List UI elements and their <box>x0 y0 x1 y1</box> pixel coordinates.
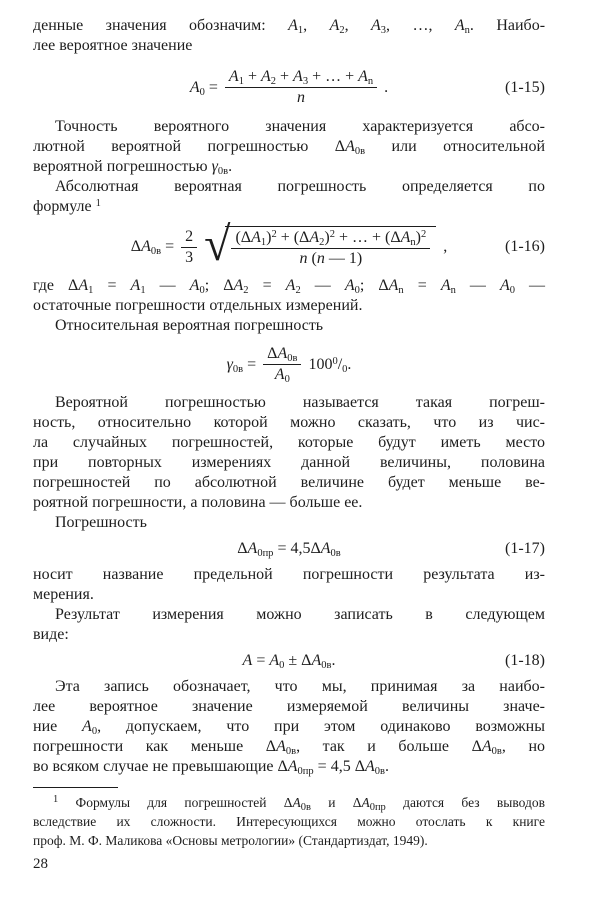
formula-lhs: $\Delta A_{0в}$ = <box>130 238 175 257</box>
fraction-numerator: 2 <box>181 228 197 248</box>
fraction <box>225 68 377 107</box>
page-number: 28 <box>33 856 48 872</box>
fraction-numerator: $\Delta A_{0в}$ <box>263 345 301 365</box>
paragraph <box>33 605 545 645</box>
text-line: формуле $^1$ <box>33 198 101 215</box>
text-line: денные значения обозначим: $A_1$, $A_2$, $A_3$, …, $A_n$. Наибо- <box>33 17 546 36</box>
text-line: виде: <box>33 626 69 643</box>
text-line: лее вероятное значение <box>33 37 193 54</box>
text-line: лее вероятное значение измеряемой величины значе- <box>33 698 545 715</box>
text-line: мерения. <box>33 586 94 603</box>
equation-number: (1-15) <box>505 78 545 96</box>
text-line: Точность вероятного значения характеризуется абсо- <box>55 118 545 135</box>
equation-number: (1-18) <box>505 652 545 669</box>
radicand <box>225 226 436 268</box>
formula-tail: , <box>443 238 448 255</box>
text-line: погрешностей по абсолютной величине будет меньше ве- <box>33 474 545 491</box>
text-line: роятной погрешности, а половина — больше ее. <box>33 494 363 511</box>
fraction-numerator: $(\Delta A_1)^2 + (\Delta A_2)^2$ + … + $(\Delta A_n)^2$ <box>231 229 430 249</box>
formula-gamma <box>33 345 545 384</box>
footnote-line: проф. М. Ф. Маликова «Основы метрологии» (Стандартиздат, 1949). <box>33 833 428 848</box>
formula-body: $A = A_0 \pm \Delta A_{0в}$. <box>242 652 336 671</box>
text-line: Относительная вероятная погрешность <box>55 317 324 334</box>
formula-body: $\Delta A_{0пр} = 4,5\Delta A_{0в}$ <box>237 540 341 559</box>
text-line: ность, относительно которой можно сказать, что из чис- <box>33 414 545 431</box>
paragraph <box>33 316 545 336</box>
text-line: вероятной погрешностью $\gamma_{0в}$. <box>33 158 233 177</box>
paragraph <box>33 276 545 316</box>
radical-icon: √ <box>204 218 231 271</box>
equation-number: (1-17) <box>505 540 545 557</box>
formula-1-15 <box>33 68 545 107</box>
formula-1-17 <box>33 540 545 558</box>
paragraph <box>33 677 545 777</box>
text-line: Абсолютная вероятная погрешность определяется по <box>55 178 545 195</box>
paragraph <box>33 16 545 56</box>
text-line: при повторных измерениях данной величины, половина <box>33 454 545 471</box>
fraction-denominator: n <box>297 89 306 106</box>
formula-1-16 <box>33 218 545 271</box>
formula-lhs: $\gamma_{0в}$ = <box>226 355 257 375</box>
footnote-separator <box>33 787 118 788</box>
coefficient-fraction <box>181 228 197 267</box>
text-line: ла случайных погрешностей, которые будут иметь место <box>33 434 545 451</box>
fraction-numerator: $A_1 + A_2 + A_3$ + … + $A_n$ <box>225 68 377 88</box>
paragraph <box>33 177 545 217</box>
text-line: Результат измерения можно записать в следующем <box>55 606 545 623</box>
fraction-denominator: n (n — 1) <box>299 250 363 267</box>
text-line: Эта запись обозначает, что мы, принимая за наибо- <box>55 678 545 695</box>
text-line: остаточные погрешности отдельных измерений. <box>33 297 363 314</box>
equation-number: (1-16) <box>505 238 545 255</box>
footnote <box>33 793 545 850</box>
footnote-line: вследствие их сложности. Интересующихся можно отослать к книге <box>33 814 545 829</box>
text-line: во всяком случае не превышающие $\Delta A_{0пр} = 4,5$ $\Delta A_{0в}$. <box>33 758 389 777</box>
formula-1-18 <box>33 652 545 670</box>
footnote-line: $^1$ Формулы для погрешностей $\Delta A_{0в}$ и $\Delta A_{0пр}$ даются без выводов <box>53 794 545 813</box>
formula-tail: . <box>384 78 389 96</box>
fraction-denominator: $A_0$ <box>274 366 290 385</box>
text-line: ние $A_0$, допускаем, что при этом одинаково возможны <box>33 718 545 737</box>
text-line: погрешности как меньше $\Delta A_{0в}$, так и больше $\Delta A_{0в}$, но <box>33 738 546 757</box>
paragraph <box>33 513 545 533</box>
text-line: Погрешность <box>55 514 147 531</box>
paragraph <box>33 117 545 177</box>
formula-tail: $100^0/_0$. <box>308 355 352 375</box>
paragraph <box>33 393 545 513</box>
fraction-denominator: 3 <box>185 248 194 266</box>
fraction <box>263 345 301 384</box>
text-line: где $\Delta A_1 = A_1$ — $A_0$; $\Delta A_2 = A_2$ — $A_0$; $\Delta A_n = A_n$ — $A_0$ — <box>33 277 546 296</box>
square-root <box>204 218 436 271</box>
text-line: лютной вероятной погрешностью $\Delta A_{0в}$ или относительной <box>33 138 545 157</box>
text-line: носит название предельной погрешности результата из- <box>33 566 545 583</box>
formula-lhs: $A_0$ = <box>189 78 218 98</box>
text-line: Вероятной погрешностью называется такая погреш- <box>55 394 545 411</box>
fraction <box>231 229 430 268</box>
paragraph <box>33 565 545 605</box>
